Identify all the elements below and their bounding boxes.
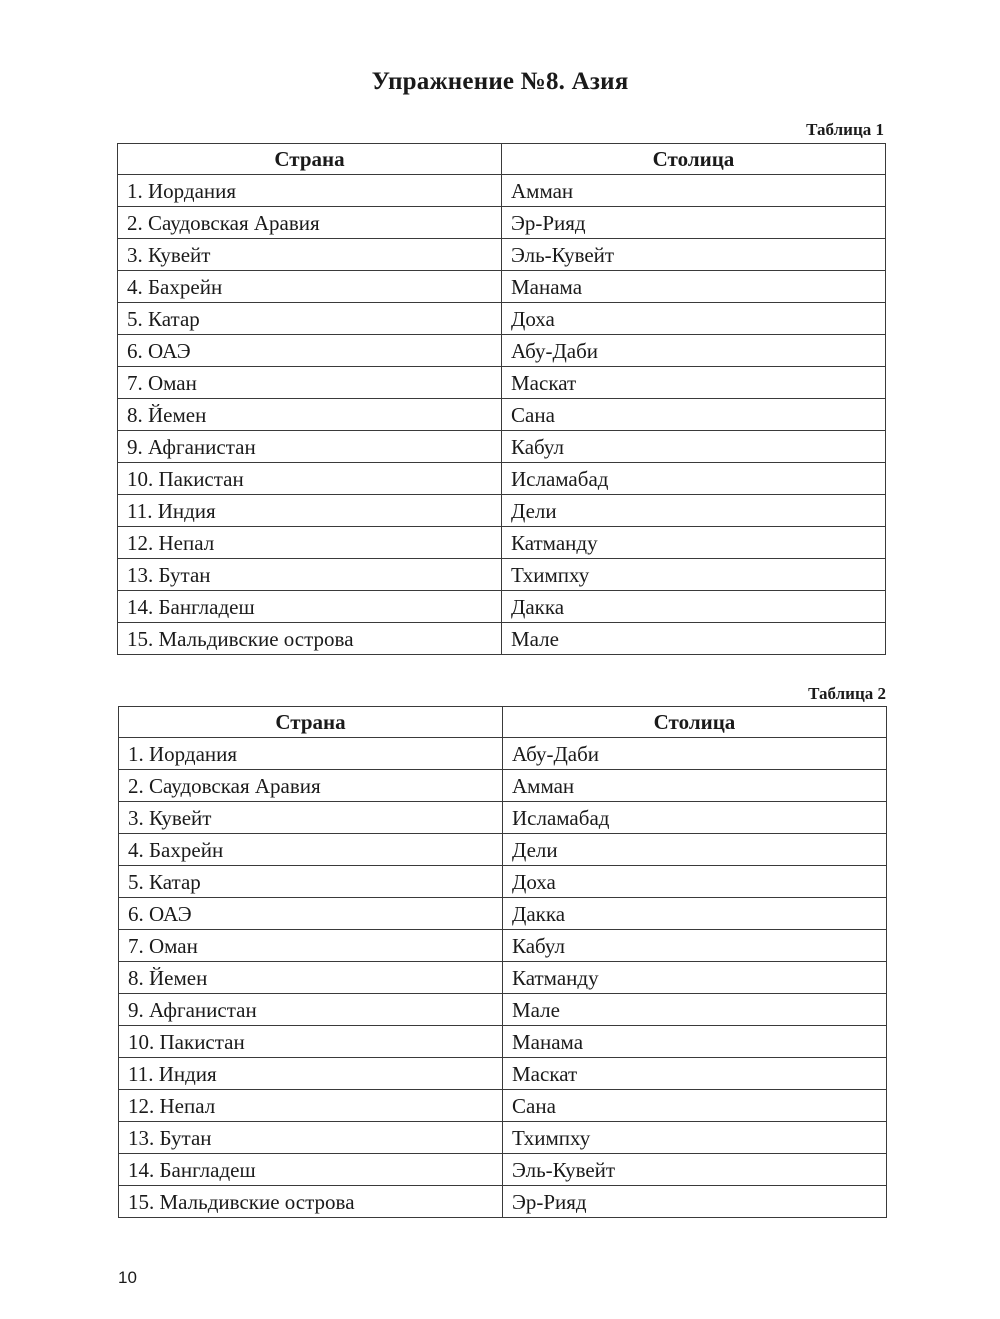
capital-cell: Катманду (502, 527, 886, 559)
capital-cell: Тхимпху (502, 559, 886, 591)
country-cell: 10. Пакистан (118, 463, 502, 495)
capital-cell: Абу-Даби (503, 738, 887, 770)
capital-cell: Эр-Рияд (502, 207, 886, 239)
table-row (118, 303, 886, 335)
table-row (118, 495, 886, 527)
table-row (118, 207, 886, 239)
table-header-row (119, 707, 887, 738)
table-caption: Таблица 1 (806, 120, 884, 139)
capital-cell: Тхимпху (503, 1122, 887, 1154)
country-cell: 6. ОАЭ (118, 335, 502, 367)
country-cell: 1. Иордания (118, 175, 502, 207)
country-cell: 8. Йемен (119, 962, 503, 994)
capital-cell: Дакка (503, 898, 887, 930)
table-row (119, 994, 887, 1026)
table-row (119, 930, 887, 962)
capital-cell: Амман (502, 175, 886, 207)
table-row (118, 239, 886, 271)
capital-cell: Кабул (503, 930, 887, 962)
capital-column-header: Столица (503, 707, 887, 738)
country-cell: 6. ОАЭ (119, 898, 503, 930)
table-row (118, 559, 886, 591)
capital-cell: Манама (502, 271, 886, 303)
capital-cell: Дакка (502, 591, 886, 623)
table-row (118, 527, 886, 559)
table-row (119, 834, 887, 866)
table-row (118, 175, 886, 207)
country-cell: 7. Оман (118, 367, 502, 399)
country-cell: 5. Катар (118, 303, 502, 335)
table-row (119, 770, 887, 802)
capital-cell: Маскат (502, 367, 886, 399)
country-cell: 2. Саудовская Аравия (119, 770, 503, 802)
table-row (119, 1186, 887, 1218)
table-row (119, 1090, 887, 1122)
country-cell: 14. Бангладеш (118, 591, 502, 623)
table-caption: Таблица 2 (808, 684, 886, 703)
capital-cell: Эр-Рияд (503, 1186, 887, 1218)
capital-cell: Исламабад (503, 802, 887, 834)
capital-cell: Манама (503, 1026, 887, 1058)
country-cell: 3. Кувейт (119, 802, 503, 834)
country-cell: 12. Непал (118, 527, 502, 559)
country-cell: 9. Афганистан (119, 994, 503, 1026)
country-cell: 4. Бахрейн (118, 271, 502, 303)
country-cell: 14. Бангладеш (119, 1154, 503, 1186)
table-row (119, 1122, 887, 1154)
country-cell: 15. Мальдивские острова (118, 623, 502, 655)
country-cell: 1. Иордания (119, 738, 503, 770)
country-cell: 9. Афганистан (118, 431, 502, 463)
table-row (119, 866, 887, 898)
table-row (119, 1058, 887, 1090)
country-column-header: Страна (119, 707, 503, 738)
capital-cell: Доха (502, 303, 886, 335)
capital-cell: Сана (503, 1090, 887, 1122)
capital-cell: Катманду (503, 962, 887, 994)
country-cell: 13. Бутан (119, 1122, 503, 1154)
table-row (118, 335, 886, 367)
table-row (118, 367, 886, 399)
country-cell: 13. Бутан (118, 559, 502, 591)
country-cell: 2. Саудовская Аравия (118, 207, 502, 239)
page-title: Упражнение №8. Азия (371, 68, 629, 95)
capital-cell: Маскат (503, 1058, 887, 1090)
capital-cell: Исламабад (502, 463, 886, 495)
table-header-row (118, 144, 886, 175)
table-row (119, 962, 887, 994)
page-number: 10 (118, 1268, 137, 1287)
capital-cell: Доха (503, 866, 887, 898)
table-row (118, 271, 886, 303)
table-row (119, 802, 887, 834)
table-row (118, 463, 886, 495)
capitals-table-1 (117, 143, 886, 655)
country-cell: 11. Индия (118, 495, 502, 527)
country-cell: 15. Мальдивские острова (119, 1186, 503, 1218)
capital-cell: Кабул (502, 431, 886, 463)
capital-cell: Дели (503, 834, 887, 866)
country-cell: 4. Бахрейн (119, 834, 503, 866)
table-row (119, 1154, 887, 1186)
country-cell: 8. Йемен (118, 399, 502, 431)
country-column-header: Страна (118, 144, 502, 175)
capitals-table-2 (118, 706, 887, 1218)
country-cell: 11. Индия (119, 1058, 503, 1090)
capital-cell: Мале (503, 994, 887, 1026)
capital-cell: Абу-Даби (502, 335, 886, 367)
table-row (119, 898, 887, 930)
country-cell: 5. Катар (119, 866, 503, 898)
capital-cell: Амман (503, 770, 887, 802)
table-row (118, 399, 886, 431)
country-cell: 7. Оман (119, 930, 503, 962)
capital-cell: Сана (502, 399, 886, 431)
capital-cell: Мале (502, 623, 886, 655)
country-cell: 12. Непал (119, 1090, 503, 1122)
table-row (118, 591, 886, 623)
table-row (119, 1026, 887, 1058)
country-cell: 3. Кувейт (118, 239, 502, 271)
table-row (119, 738, 887, 770)
capital-column-header: Столица (502, 144, 886, 175)
country-cell: 10. Пакистан (119, 1026, 503, 1058)
capital-cell: Эль-Кувейт (502, 239, 886, 271)
table-row (118, 623, 886, 655)
table-row (118, 431, 886, 463)
capital-cell: Дели (502, 495, 886, 527)
capital-cell: Эль-Кувейт (503, 1154, 887, 1186)
